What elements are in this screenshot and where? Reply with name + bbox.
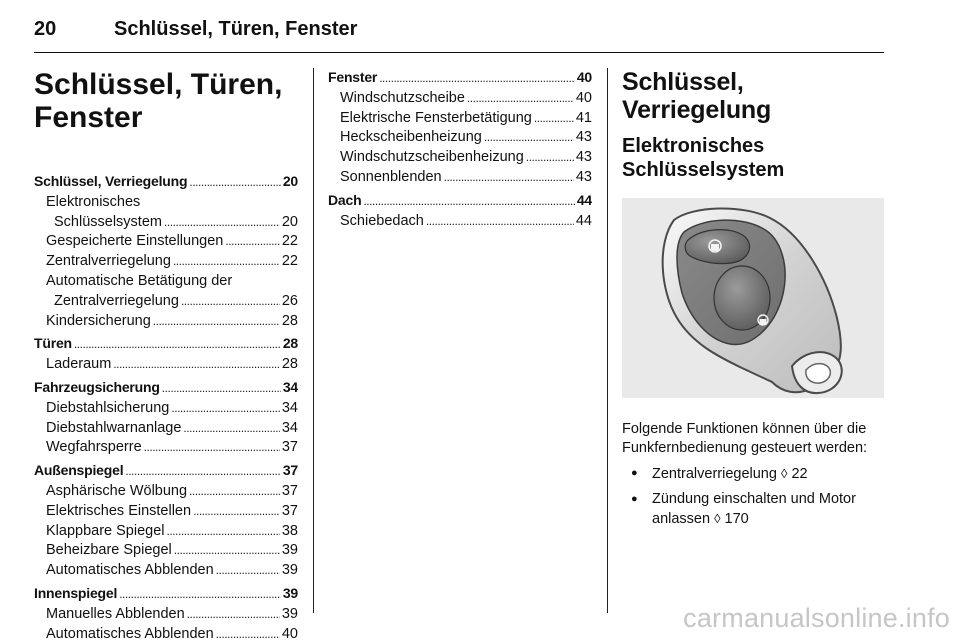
toc-leader-dots [467,89,574,109]
toc-entry-title: Automatische Betätigung der [46,272,233,289]
toc-entry[interactable] [328,128,592,148]
toc-entry[interactable] [34,522,298,542]
toc-page-number: 34 [281,399,298,416]
chapter-title: Schlüssel, Türen, Fenster [34,68,283,134]
toc-leader-dots [144,438,280,458]
toc-page-number: 20 [282,173,298,189]
toc-page-number: 44 [576,191,592,208]
toc-entry-title: Automatisches Abblenden [46,562,214,579]
toc-entry-title: Sonnenblenden [340,168,442,185]
toc-entry[interactable] [34,419,298,439]
key-fob-icon [622,198,884,398]
toc-entry-title: Windschutzscheibe [340,89,465,106]
toc-entry-title: Beheizbare Spiegel [46,542,172,559]
toc-entry[interactable] [34,561,298,581]
toc-entry-title: Außenspiegel [34,462,124,479]
toc-entry[interactable] [34,355,298,375]
toc-page-number: 28 [281,356,298,373]
toc-page-number: 44 [575,212,592,229]
toc-leader-dots [113,355,280,375]
toc-entry-title: Gespeicherte Einstellungen [46,233,224,250]
toc-chapter-entry[interactable] [34,584,298,605]
toc-entry[interactable] [328,89,592,109]
toc-chapter-entry[interactable] [328,68,592,89]
toc-chapter-entry[interactable] [34,378,298,399]
toc-leader-dots [189,482,280,502]
table-of-contents-continued [328,68,592,231]
toc-leader-dots [484,128,574,148]
toc-leader-dots [379,68,575,89]
toc-chapter-entry[interactable] [34,172,298,193]
toc-entry[interactable] [34,605,298,625]
toc-column-1 [34,68,298,644]
page-header [34,18,884,53]
toc-entry[interactable] [34,438,298,458]
toc-page-number: 40 [575,89,592,106]
toc-entry-title: Diebstahlsicherung [46,399,170,416]
toc-leader-dots [426,212,574,232]
toc-entry-title: Schlüssel, Verriegelung [34,173,188,189]
toc-leader-dots [174,541,280,561]
toc-entry-title: Fenster [328,69,378,85]
toc-leader-dots [189,172,280,193]
list-item: ● Zündung einschalten und Motor anlassen ◊ 170 [622,490,892,529]
toc-entry[interactable] [34,213,298,233]
reference-icon: ◊ [780,466,788,481]
toc-entry[interactable] [34,232,298,252]
toc-entry-title: Manuelles Abblenden [46,605,185,622]
toc-entry-title: Elektrisches Einstellen [46,502,192,519]
reference-icon: ◊ [714,511,721,526]
toc-entry[interactable] [34,272,298,292]
toc-page-number: 43 [575,149,592,166]
toc-leader-dots [171,399,280,419]
toc-page-number: 43 [575,168,592,185]
toc-entry-title: Laderaum [46,356,112,373]
toc-chapter-entry[interactable] [34,461,298,482]
toc-page-number: 34 [281,419,298,436]
toc-entry[interactable] [34,541,298,561]
section-title: Schlüssel, Verriegelung [622,68,772,124]
toc-leader-dots [119,584,281,605]
toc-leader-dots [216,561,280,581]
toc-entry-title: Schlüsselsystem [54,213,162,230]
page-reference[interactable]: 170 [724,511,749,527]
toc-entry-title: Elektrische Fensterbetätigung [340,109,532,126]
toc-page-number: 26 [281,292,298,309]
toc-entry-title: Innenspiegel [34,584,118,601]
toc-entry-title: Schiebedach [340,212,424,229]
toc-entry[interactable] [328,168,592,188]
toc-entry[interactable] [328,148,592,168]
toc-entry-title: Automatisches Abblenden [46,625,214,642]
toc-entry[interactable] [328,109,592,129]
watermark: carmanualsonline.info [683,603,950,633]
toc-entry[interactable] [34,292,298,312]
toc-entry[interactable] [34,193,298,213]
toc-entry[interactable] [34,625,298,644]
toc-page-number: 40 [576,69,592,85]
toc-entry[interactable] [34,502,298,522]
toc-leader-dots [167,522,280,542]
toc-leader-dots [187,605,280,625]
toc-page-number: 40 [281,625,298,642]
toc-leader-dots [444,168,574,188]
toc-page-number: 22 [281,253,298,270]
toc-leader-dots [164,213,280,233]
toc-page-number: 41 [575,109,592,126]
toc-entry-title: Elektronisches [46,193,141,210]
toc-entry-title: Asphärische Wölbung [46,482,188,499]
toc-leader-dots [526,148,574,168]
function-list [622,464,892,529]
column-divider [607,68,608,613]
toc-leader-dots [193,502,280,522]
toc-leader-dots [216,625,280,644]
toc-leader-dots [225,232,280,252]
toc-entry[interactable] [328,212,592,232]
toc-page-number: 37 [281,439,298,456]
list-item: ● Zentralverriegelung ◊ 22 [622,464,892,484]
toc-page-number: 39 [281,605,298,622]
page-reference[interactable]: 22 [791,466,808,482]
toc-page-number: 20 [281,213,298,230]
toc-page-number: 22 [281,233,298,250]
toc-leader-dots [74,334,281,355]
toc-page-number: 28 [282,335,298,352]
toc-page-number: 39 [282,584,298,601]
toc-page-number: 28 [281,312,298,329]
toc-page-number: 39 [281,542,298,559]
toc-entry-title: Heckscheibenheizung [340,129,482,146]
column-divider [313,68,314,613]
toc-column-2 [328,68,592,231]
running-title: Schlüssel, Türen, Fenster [114,18,358,40]
toc-page-number: 43 [575,129,592,146]
toc-page-number: 37 [281,502,298,519]
toc-page-number: 34 [282,378,298,395]
toc-entry-title: Dach [328,191,362,208]
toc-entry-title: Kindersicherung [46,312,151,329]
toc-chapter-entry[interactable] [328,191,592,212]
toc-page-number: 39 [281,562,298,579]
toc-leader-dots [181,292,280,312]
toc-leader-dots [125,461,280,482]
toc-leader-dots [183,419,279,439]
page-number: 20 [34,18,57,40]
toc-chapter-entry[interactable] [34,334,298,355]
toc-entry-title: Windschutzscheibenheizung [340,149,524,166]
toc-leader-dots [363,191,574,212]
toc-entry-title: Zentralverriegelung [46,253,171,270]
toc-leader-dots [153,312,280,332]
table-of-contents [34,172,298,644]
section-column [622,68,892,535]
key-fob-illustration [622,198,884,398]
intro-paragraph: Folgende Funktionen können über die Funkfernbedienung gesteuert werden: [622,421,868,456]
toc-entry-title: Wegfahrsperre [46,439,142,456]
toc-entry[interactable] [34,252,298,272]
toc-page-number: 37 [281,482,298,499]
toc-leader-dots [162,378,281,399]
toc-entry[interactable] [34,312,298,332]
subsection-title: Elektronisches Schlüsselsystem [622,135,785,181]
toc-entry-title: Fahrzeugsicherung [34,378,160,395]
toc-leader-dots [173,252,280,272]
toc-page-number: 38 [281,522,298,539]
toc-leader-dots [534,109,574,129]
toc-entry-title: Zentralverriegelung [54,292,179,309]
toc-page-number: 37 [282,462,298,479]
toc-entry[interactable] [34,399,298,419]
toc-entry-title: Diebstahlwarnanlage [46,419,182,436]
toc-entry-title: Türen [34,335,72,352]
toc-entry[interactable] [34,482,298,502]
toc-entry-title: Klappbare Spiegel [46,522,165,539]
